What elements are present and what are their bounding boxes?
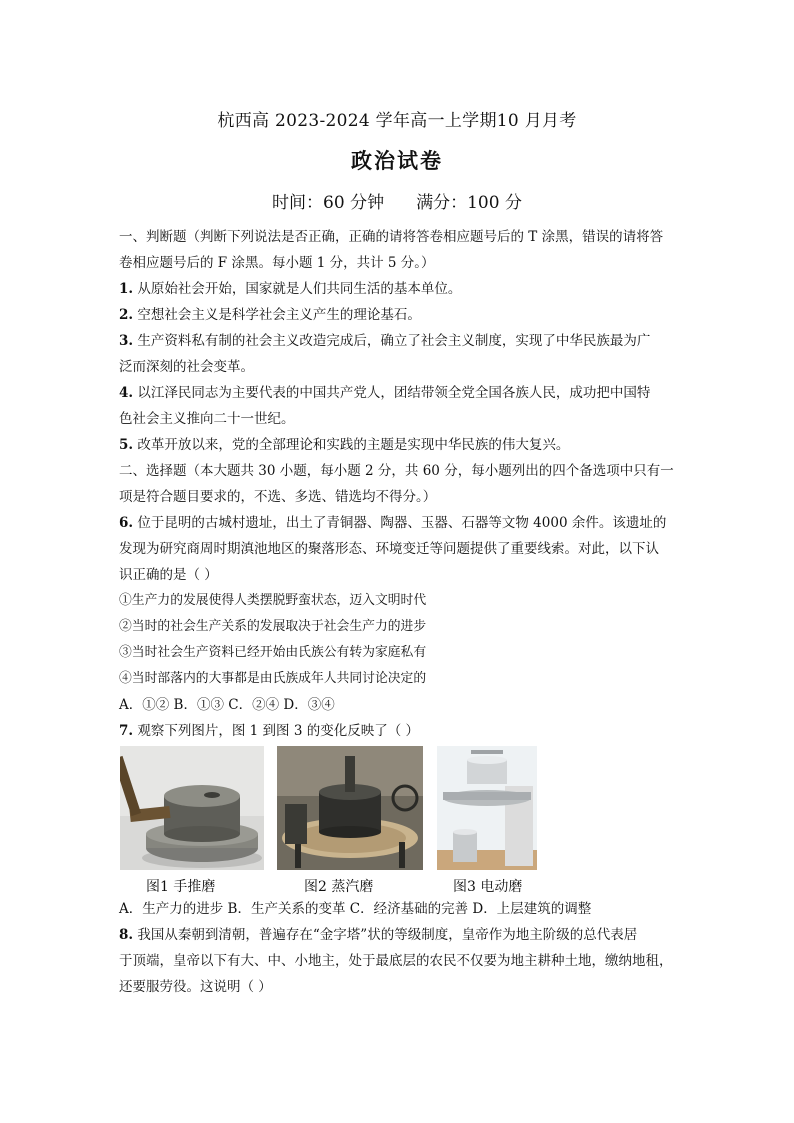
question-number: 2.	[119, 307, 134, 323]
question-text: 识正确的是（ ）	[119, 567, 218, 583]
exam-content	[119, 224, 677, 1000]
time-limit: 时间：60 分钟	[272, 193, 385, 213]
question-text: 观察下列图片，图 1 到图 3 的变化反映了（ ）	[137, 723, 420, 739]
question-text: 位于昆明的古城村遗址，出土了青铜器、陶器、玉器、石器等文物 4000 余件。该遗址的	[137, 515, 667, 531]
question-6	[119, 510, 677, 536]
subject-title: 政治试卷	[351, 148, 443, 173]
question-text: 于顶端，皇帝以下有大、中、小地主，处于最底层的农民不仅要为地主耕种土地，缴纳地租，	[119, 953, 673, 969]
question-number: 4.	[119, 385, 134, 401]
hand-millstone-photo	[120, 746, 264, 870]
question-text: 以江泽民同志为主要代表的中国共产党人，团结带领全党全国各族人民，成功把中国特	[137, 385, 651, 401]
question-number: 5.	[119, 437, 134, 453]
question-text: 发现为研究商周时期滇池地区的聚落形态、环境变迁等问题提供了重要线索。对此，以下认	[119, 541, 659, 557]
answer-options: A．生产力的进步 B．生产关系的变革 C．经济基础的完善 D．上层建筑的调整	[119, 901, 592, 917]
figure-caption-2: 图2 蒸汽磨	[304, 879, 374, 895]
question-number: 6.	[119, 515, 134, 531]
question-number: 8.	[119, 927, 134, 943]
question-number: 1.	[119, 281, 134, 297]
question-number: 3.	[119, 333, 134, 349]
steam-mill-photo	[277, 746, 423, 870]
question-text: 泛而深刻的社会变革。	[119, 359, 254, 375]
figure-caption-3: 图3 电动磨	[453, 879, 523, 895]
electric-mill-photo	[437, 746, 537, 870]
question-2	[119, 302, 677, 328]
answer-options: A．①② B．①③ C．②④ D．③④	[119, 697, 335, 713]
question-3	[119, 328, 677, 354]
question-text: 色社会主义推向二十一世纪。	[119, 411, 295, 427]
question-number: 7.	[119, 723, 134, 739]
question-8	[119, 922, 677, 948]
statement-4: ④当时部落内的大事都是由氏族成年人共同讨论决定的	[119, 671, 427, 686]
question-text: 改革开放以来，党的全部理论和实践的主题是实现中华民族的伟大复兴。	[137, 437, 570, 453]
question-text: 还要服劳役。这说明（ ）	[119, 979, 272, 995]
section-heading: 二、选择题（本大题共 30 小题，每小题 2 分，共 60 分，每小题列出的四个备选项中只有一	[119, 463, 674, 479]
exam-title: 杭西高 2023-2024 学年高一上学期10 月月考	[217, 111, 577, 131]
section-choice	[119, 458, 677, 1000]
figure-row	[119, 746, 677, 896]
question-text: 我国从秦朝到清朝，普遍存在“金字塔”状的等级制度，皇帝作为地主阶级的总代表居	[137, 927, 638, 943]
exam-meta	[0, 188, 794, 213]
section-judgement	[119, 224, 677, 458]
section-heading: 项是符合题目要求的，不选、多选、错选均不得分。）	[119, 489, 437, 505]
full-score: 满分：100 分	[416, 193, 522, 213]
question-5	[119, 432, 677, 458]
section-heading: 一、判断题（判断下列说法是否正确，正确的请将答卷相应题号后的 T 涂黑，错误的请将答	[119, 229, 664, 245]
question-1	[119, 276, 677, 302]
question-4	[119, 380, 677, 406]
statement-2: ②当时的社会生产关系的发展取决于社会生产力的进步	[119, 619, 427, 634]
statement-1: ①生产力的发展使得人类摆脱野蛮状态，迈入文明时代	[119, 593, 427, 608]
figure-caption-1: 图1 手推磨	[146, 879, 216, 895]
section-heading: 卷相应题号后的 F 涂黑。每小题 1 分，共计 5 分。）	[119, 255, 435, 271]
statement-3: ③当时社会生产资料已经开始由氏族公有转为家庭私有	[119, 645, 427, 660]
question-text: 从原始社会开始，国家就是人们共同生活的基本单位。	[137, 281, 462, 297]
question-text: 生产资料私有制的社会主义改造完成后，确立了社会主义制度，实现了中华民族最为广	[137, 333, 651, 349]
question-7	[119, 718, 677, 744]
question-text: 空想社会主义是科学社会主义产生的理论基石。	[137, 307, 421, 323]
